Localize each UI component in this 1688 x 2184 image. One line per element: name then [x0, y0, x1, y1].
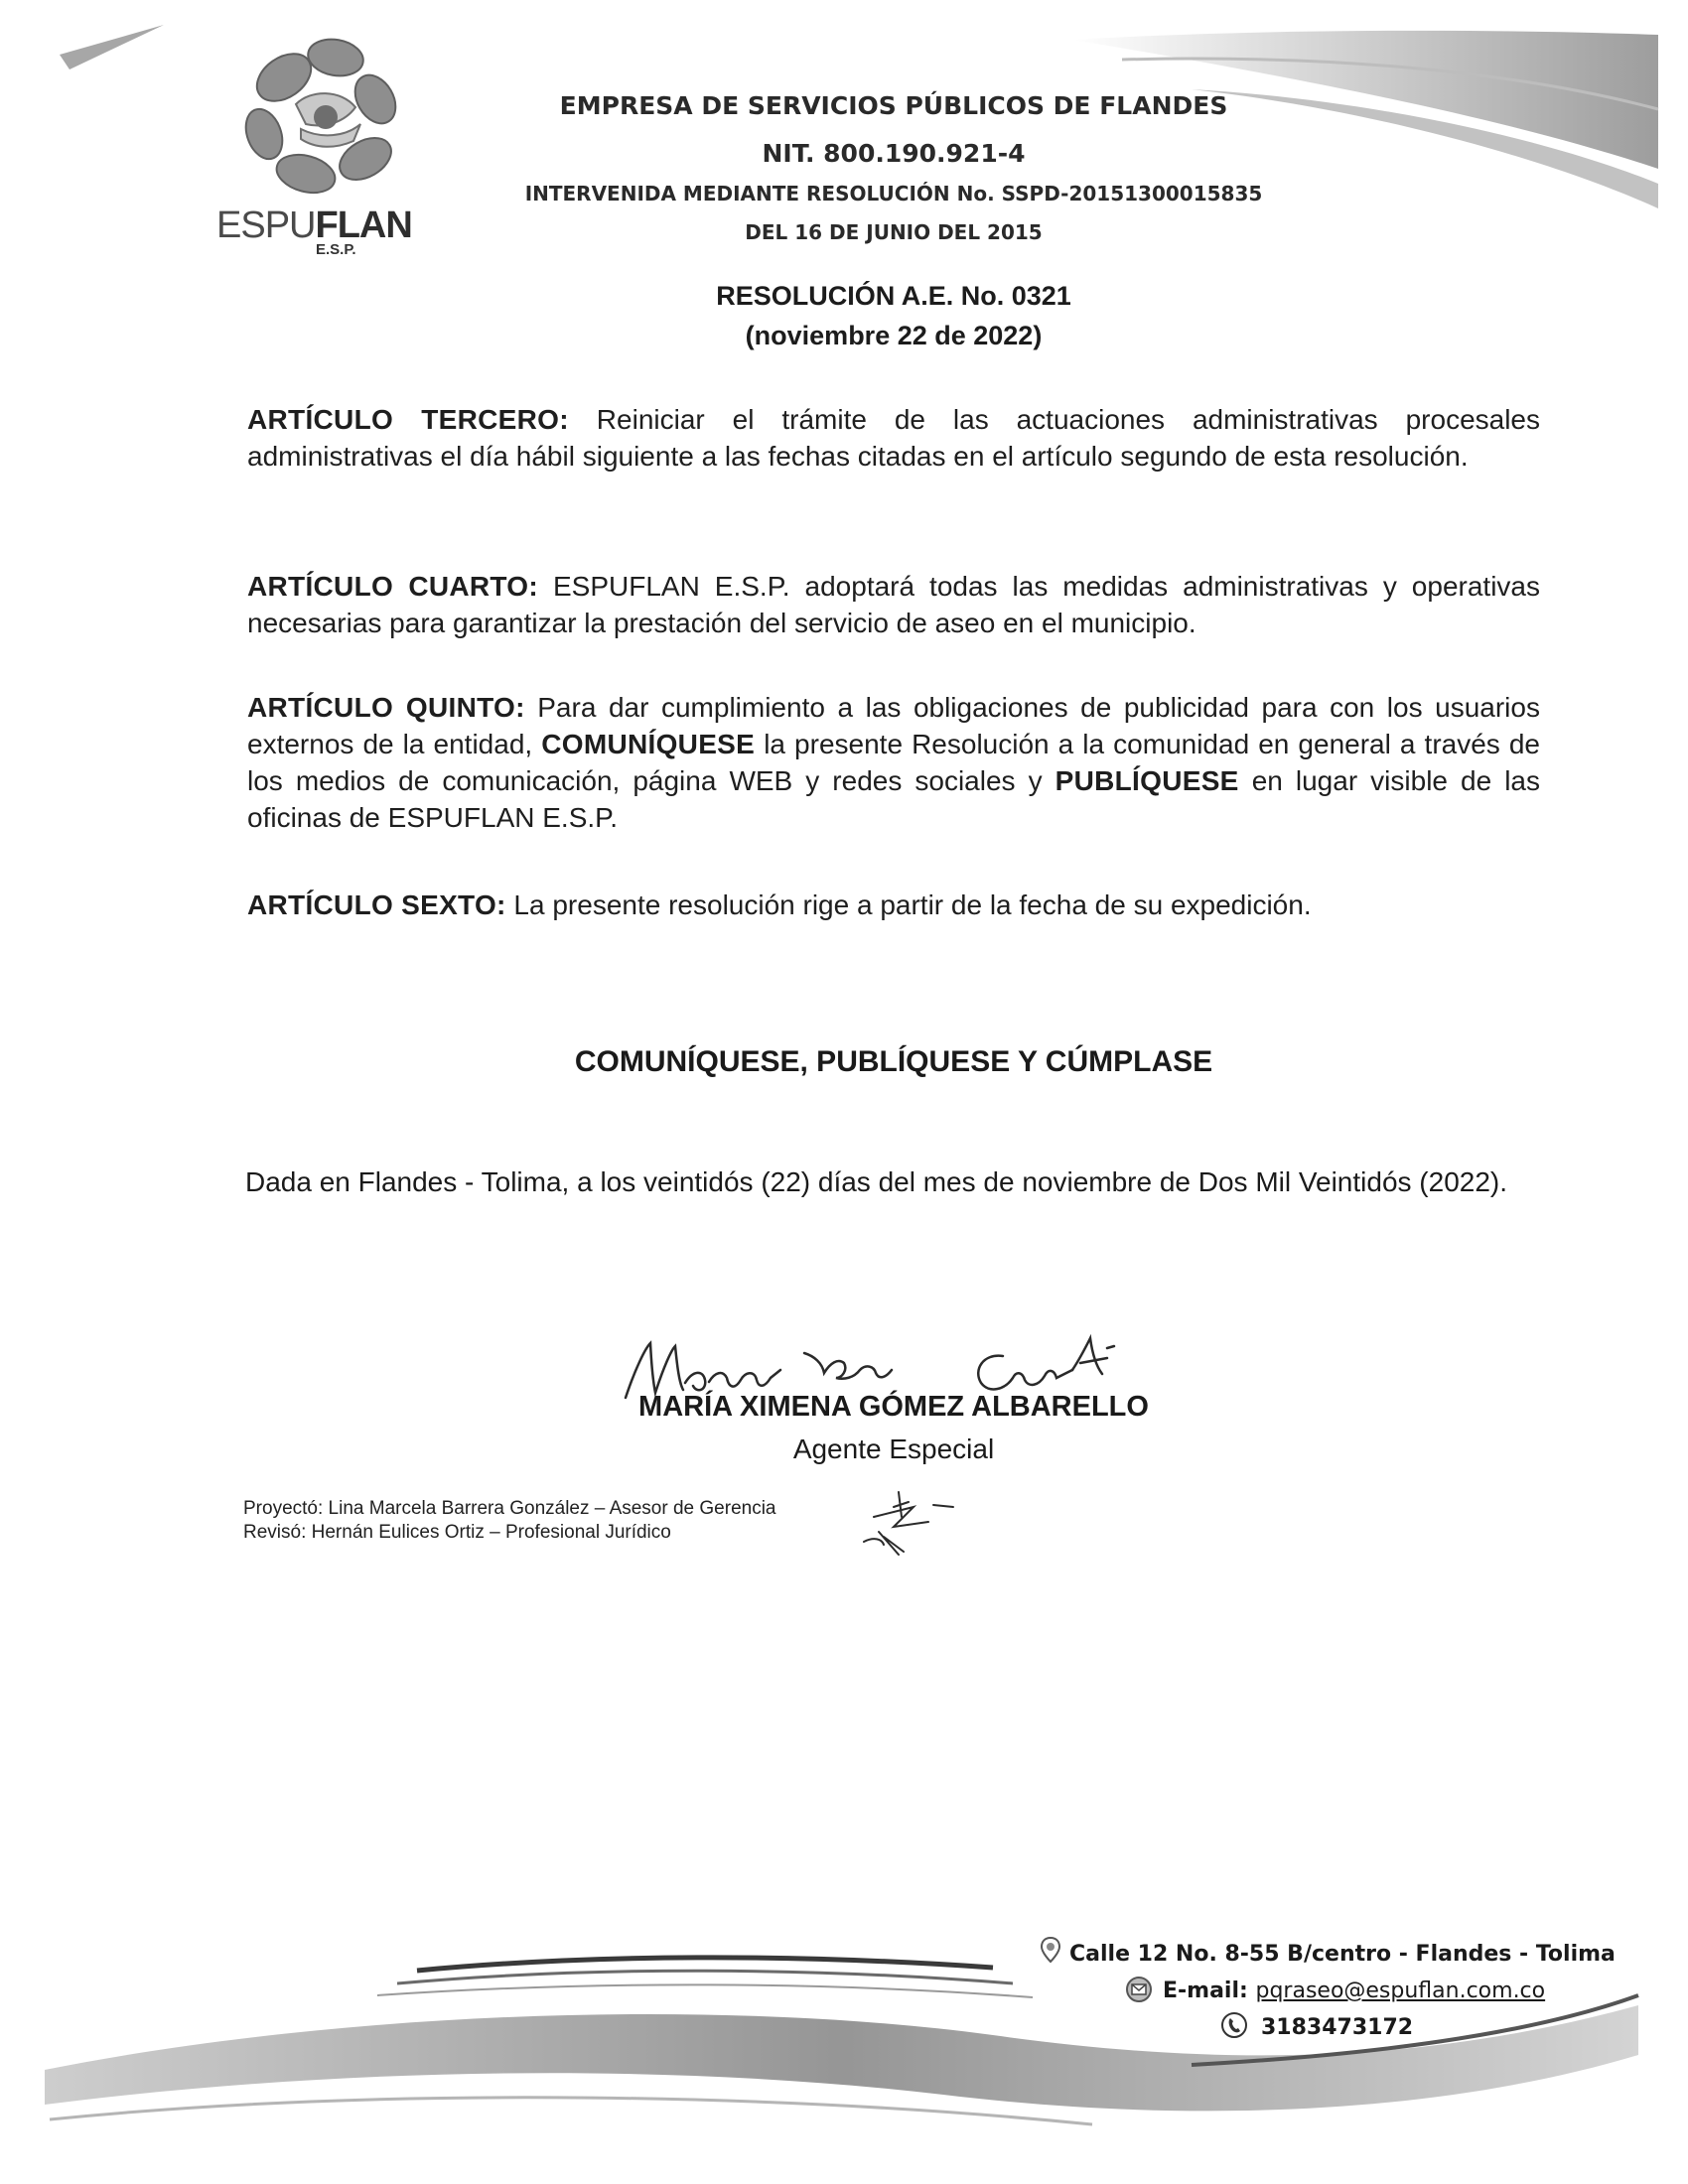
handwritten-initials — [854, 1477, 963, 1557]
prepared-by-note: Proyectó: Lina Marcela Barrera González – Asesor de Gerencia — [243, 1498, 776, 1519]
article-text: La presente resolución rige a partir de la fecha de su expedición. — [505, 889, 1312, 920]
article-text: la presente Resolución a la comunidad en general a través de los medios de comunicación, página WEB y redes sociales y — [247, 729, 1541, 796]
email-link[interactable]: pqraseo@espuflan.com.co — [1255, 1979, 1546, 2003]
article-third — [247, 401, 1540, 475]
email-envelope-icon — [1125, 1976, 1153, 2003]
logo-subtitle: E.S.P. — [316, 241, 356, 258]
article-heading: ARTÍCULO QUINTO: — [247, 692, 525, 723]
header-company-name: EMPRESA DE SERVICIOS PÚBLICOS DE FLANDES — [559, 91, 1228, 120]
logo-wordmark — [216, 205, 412, 247]
article-fourth — [247, 568, 1540, 641]
email-label: E-mail: — [1163, 1979, 1248, 2003]
article-text: ESPUFLAN E.S.P. adoptará todas las medidas administrativas y operativas necesarias para garantizar la prestación del servicio de aseo en el municipio. — [247, 571, 1540, 638]
signatory-name: MARÍA XIMENA GÓMEZ ALBARELLO — [638, 1391, 1149, 1423]
phone-icon — [1220, 2011, 1248, 2039]
article-fifth — [247, 689, 1540, 836]
signatory-role: Agente Especial — [792, 1433, 995, 1464]
footer-phone: 3183473172 — [1261, 2015, 1414, 2040]
logo-emblem — [226, 30, 425, 204]
header-intervention: INTERVENIDA MEDIANTE RESOLUCIÓN No. SSPD-20151300015835 — [524, 182, 1263, 205]
article-text: Para dar cumplimiento a las obligaciones de publicidad para con los usuarios externos de la entidad, — [247, 692, 1540, 759]
company-logo — [216, 30, 425, 258]
article-sixth — [247, 887, 1540, 923]
resolution-date: (noviembre 22 de 2022) — [745, 321, 1043, 350]
article-heading: ARTÍCULO SEXTO: — [247, 889, 506, 920]
article-emphasis: COMUNÍQUESE — [541, 729, 756, 759]
article-heading: ARTÍCULO TERCERO: — [247, 404, 569, 435]
article-text: Reiniciar el trámite de las actuaciones administrativas procesales administrativas el día hábil siguiente a las fechas citadas en el artículo segundo de esta resolución. — [247, 404, 1541, 472]
footer-address: Calle 12 No. 8-55 B/centro - Flandes - Tolima — [1069, 1942, 1616, 1967]
closing-statement: COMUNÍQUESE, PUBLÍQUESE Y CÚMPLASE — [574, 1045, 1213, 1078]
reviewed-by-note: Revisó: Hernán Eulices Ortiz – Profesional Jurídico — [243, 1522, 671, 1543]
logo-word-bold: FLAN — [315, 205, 412, 246]
header-nit: NIT. 800.190.921-4 — [762, 139, 1026, 168]
footer-email — [1163, 1979, 1545, 2003]
header-intervention-date: DEL 16 DE JUNIO DEL 2015 — [745, 220, 1043, 244]
article-emphasis: PUBLÍQUESE — [1055, 765, 1239, 796]
logo-word-light: ESPU — [216, 205, 316, 246]
issued-statement: Dada en Flandes - Tolima, a los veintidós (22) días del mes de noviembre de Dos Mil Veintidós (2022). — [245, 1166, 1508, 1197]
article-text: en lugar visible de las oficinas de ESPUFLAN E.S.P. — [247, 765, 1541, 833]
article-heading: ARTÍCULO CUARTO: — [247, 571, 539, 602]
location-pin-icon — [1037, 1936, 1064, 1964]
resolution-title: RESOLUCIÓN A.E. No. 0321 — [716, 281, 1071, 311]
